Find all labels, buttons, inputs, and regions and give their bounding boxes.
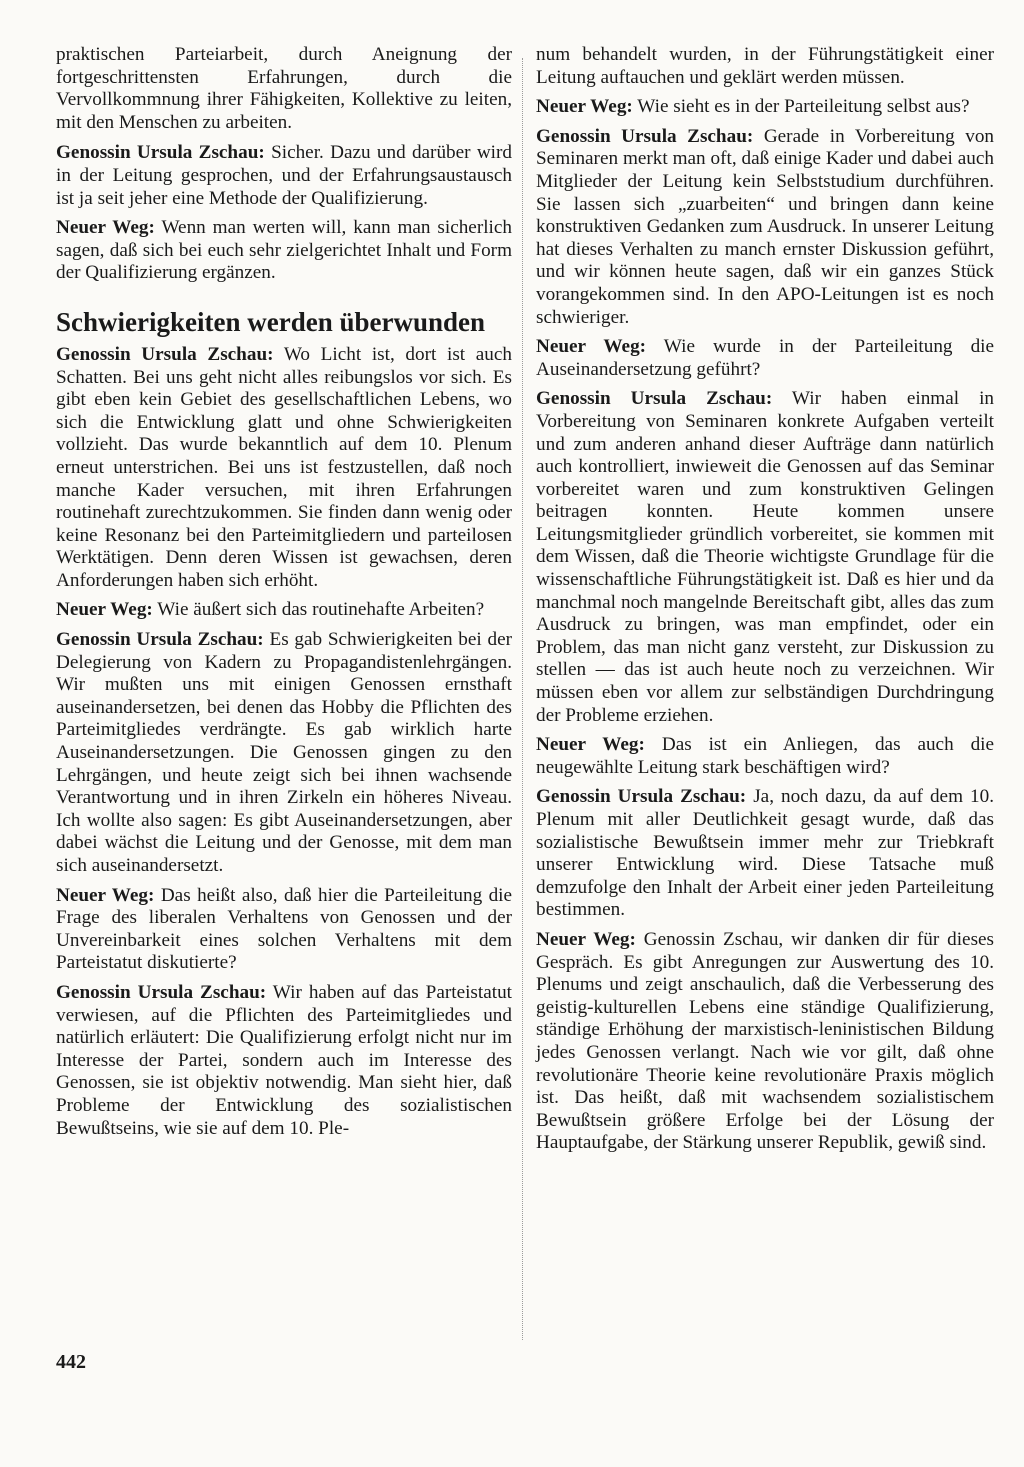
- speaker-label: Genossin Ursula Zschau:: [56, 981, 267, 1003]
- speaker-label: Neuer Weg:: [536, 96, 633, 118]
- right-column: [536, 44, 994, 1162]
- section-heading: Schwierigkeiten werden überwunden: [56, 306, 486, 337]
- interview-answer: Genossin Ursula Zschau: Wir haben einmal in Vorbereitung von Seminaren konkrete Aufgaben verteilt und zum anderen anhand dieser Aufträge dann natürlich auch kontrolliert, inwieweit die Genossen auf das Seminar vorbereitet waren und zum konstruktiven Gelingen beitragen konnten. Heute kommen unsere Leitungsmitglieder gründlich vorbereitet, sie kommen mit dem Wissen, daß die Theorie wichtigste Grundlage für die wissenschaftliche Führungstätigkeit ist. Daß es hier und da manchmal noch mangelnde Bereitschaft gibt, alles das zum Ausdruck zu bringen, was man empfindet, oder ein Problem, das man nicht ganz versteht, zur Diskussion zu stellen — das ist auch heute noch zu verzeichnen. Wir müssen eben vor allem zur selbständigen Durchdringung der Probleme erziehen.: [536, 388, 995, 726]
- left-column: [56, 44, 512, 1147]
- page-number: 442: [56, 1351, 86, 1373]
- interview-question: Neuer Weg: Wenn man werten will, kann man sicherlich sagen, daß sich bei euch sehr zielgerichtet Inhalt und Form der Qualifizierung ergänzen.: [56, 217, 512, 284]
- speaker-label: Neuer Weg:: [536, 928, 636, 950]
- speaker-label: Genossin Ursula Zschau:: [56, 343, 274, 365]
- interview-question: Neuer Weg: Wie wurde in der Parteileitung die Auseinandersetzung geführt?: [536, 336, 995, 380]
- interview-question: Neuer Weg: Wie sieht es in der Parteileitung selbst aus?: [536, 96, 970, 118]
- column-divider: [522, 58, 523, 1340]
- speaker-label: Neuer Weg:: [56, 884, 155, 906]
- speaker-label: Neuer Weg:: [536, 336, 647, 358]
- interview-question: Neuer Weg: Das heißt also, daß hier die Parteileitung die Frage des liberalen Verhaltens von Genossen und der Unvereinbarkeit eines solchen Verhaltens mit dem Parteistatut diskutierte?: [56, 884, 513, 974]
- interview-answer: Genossin Ursula Zschau: Es gab Schwierigkeiten bei der Delegierung von Kadern zu Propagandistenlehrgängen. Wir mußten uns mit einigen Genossen ernsthaft auseinandersetzen, bei denen das Hobby die Pflichten des Parteimitgliedes verdrängte. Es gab wirklich harte Auseinandersetzungen. Die Genossen gingen zu den Lehrgängen, und heute zeigt sich bei ihnen wachsende Verantwortung und in ihren Zirkeln ein höheres Niveau. Ich wollte also sagen: Es gibt Auseinandersetzungen, aber dabei wächst die Leitung und der Genosse, mit dem man sich auseinandersetzt.: [56, 629, 513, 876]
- speaker-label: Genossin Ursula Zschau:: [56, 142, 265, 164]
- speaker-label: Genossin Ursula Zschau:: [536, 125, 754, 147]
- interview-answer: Genossin Ursula Zschau: Sicher. Dazu und darüber wird in der Leitung gesprochen, und der Erfahrungsaustausch ist ja seit jeher eine Methode der Qualifizierung.: [56, 142, 512, 209]
- speaker-label: Neuer Weg:: [56, 599, 153, 621]
- interview-question: Neuer Weg: Wie äußert sich das routinehafte Arbeiten?: [56, 599, 485, 621]
- interview-answer: Genossin Ursula Zschau: Wir haben auf das Parteistatut verwiesen, auf die Pflichten des Parteimitgliedes und natürlich erläutert: Die Qualifizierung erfolgt nicht nur im Interesse der Partei, sondern auch im Interesse des Genossen, sie ist objektiv notwendig. Man sieht hier, daß Probleme der Entwicklung des sozialistischen Bewußtseins, wie sie auf dem 10. Ple-: [56, 981, 513, 1139]
- interview-answer: Genossin Ursula Zschau: Gerade in Vorbereitung von Seminaren merkt man oft, daß einige Kader und dabei auch Mitglieder der Leitung kein Selbststudium durchführen. Sie lassen sich „zuarbeiten“ und bringen dann keine konstruktiven Gedanken zum Ausdruck. In unserer Leitung hat dieses Verhalten zu manch ernster Diskussion geführt, und wir können heute sagen, daß wir ein ganzes Stück vorangekommen sind. In den APO-Leitungen ist es noch schwieriger.: [536, 125, 995, 328]
- paragraph: num behandelt wurden, in der Führungstätigkeit einer Leitung auftauchen und geklärt werden müssen.: [536, 44, 994, 88]
- speaker-label: Genossin Ursula Zschau:: [536, 786, 747, 808]
- speaker-label: Genossin Ursula Zschau:: [536, 388, 773, 410]
- interview-answer: Genossin Ursula Zschau: Ja, noch dazu, da auf dem 10. Plenum mit aller Deutlichkeit gesagt wurde, daß das sozialistische Bewußtsein immer mehr zur Triebkraft unserer Entwicklung wird. Diese Tatsache muß demzufolge den Inhalt der Arbeit einer jeden Parteileitung bestimmen.: [536, 786, 994, 921]
- speaker-label: Neuer Weg:: [536, 734, 645, 756]
- speaker-label: Neuer Weg:: [56, 217, 155, 239]
- interview-question: Neuer Weg: Genossin Zschau, wir danken dir für dieses Gespräch. Es gibt Anregungen zur Auswertung des 10. Plenums und zeigt anschaulich, daß die Verbesserung des geistig-kulturellen Lebens eine ständige Qualifizierung, ständige Erhöhung der marxistisch-leninistischen Bildung jedes Genossen verlangt. Nach wie vor gilt, daß ohne revolutionäre Theorie keine revolutionäre Praxis möglich ist. Das heißt, daß mit wachsendem sozialistischem Bewußtsein größere Erfolge bei der Lösung der Hauptaufgabe, der Stärkung unserer Republik, gewiß sind.: [536, 928, 995, 1154]
- interview-question: Neuer Weg: Das ist ein Anliegen, das auch die neugewählte Leitung stark beschäftigen wird?: [536, 734, 995, 778]
- paragraph: praktischen Parteiarbeit, durch Aneignung der fortgeschrittensten Erfahrungen, durch die Vervollkommnung ihrer Fähigkeiten, Kollektive zu leiten, mit den Menschen zu arbeiten.: [56, 44, 512, 133]
- speaker-label: Genossin Ursula Zschau:: [56, 629, 264, 651]
- interview-answer: Genossin Ursula Zschau: Wo Licht ist, dort ist auch Schatten. Bei uns geht nicht alles reibungslos vor sich. Es gibt eben kein Gebiet des gesellschaftlichen Lebens, wo sich die Entwicklung glatt und ohne Schwierigkeiten vollzieht. Das wurde bekanntlich auf dem 10. Plenum erneut unterstrichen. Bei uns ist festzustellen, daß noch manche Kader versuchen, mit ihren Erfahrungen routinehaft zurechtzukommen. Sie finden dann wenig oder keine Resonanz bei den Parteimitgliedern und parteilosen Werktätigen. Denn deren Wissen ist gewachsen, deren Anforderungen haben sich erhöht.: [56, 343, 513, 591]
